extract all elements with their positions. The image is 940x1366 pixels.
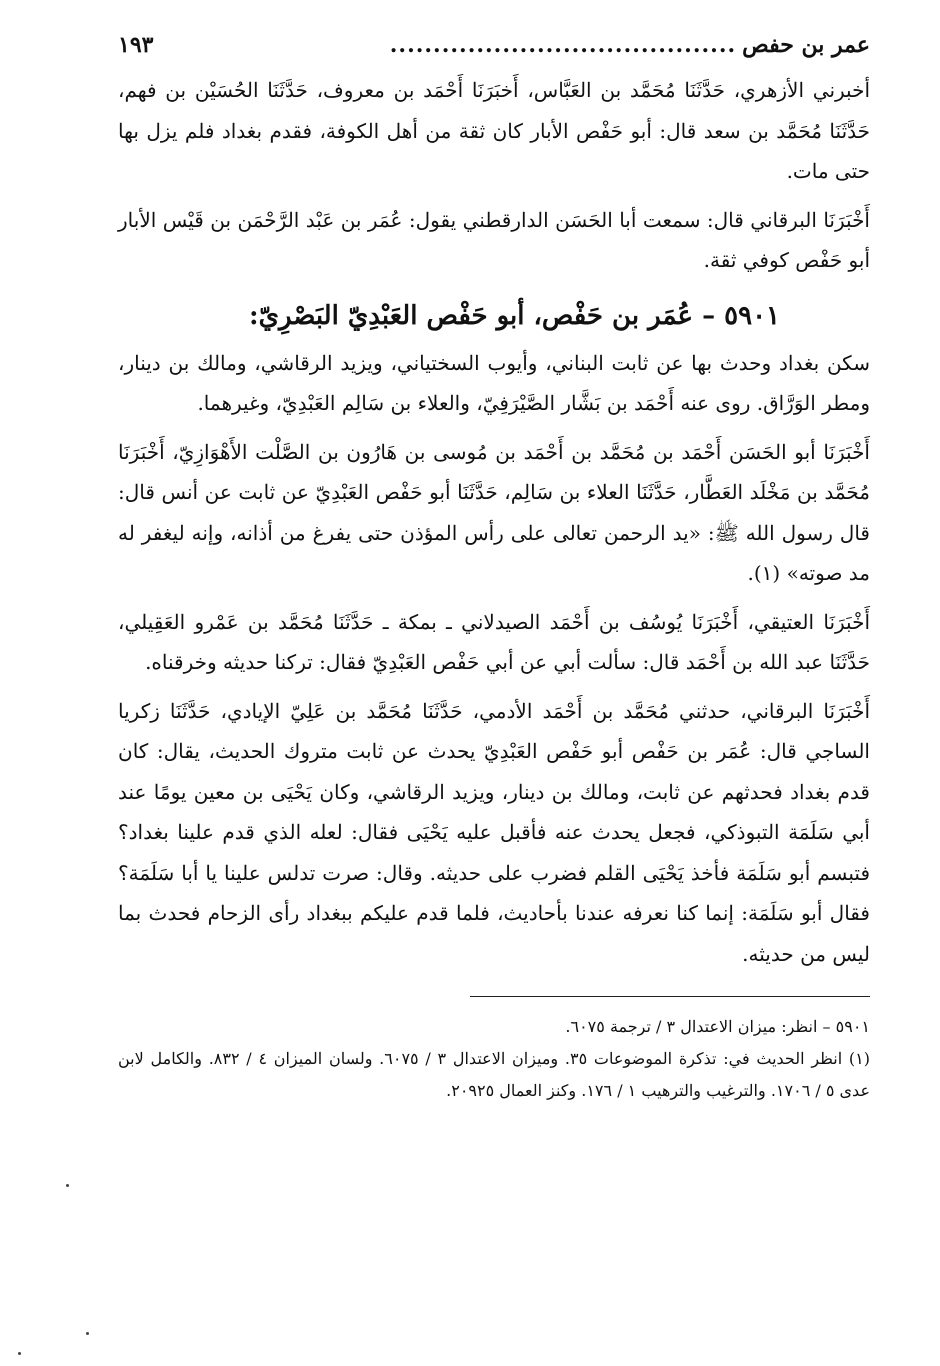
scan-speck [86, 1332, 89, 1335]
header-title: عمر بن حفص [742, 32, 870, 58]
footnote-separator [470, 996, 870, 997]
paragraph-azhari-chain: أخبرني الأزهري، حَدَّثَنَا مُحَمَّد بن العَبَّاس، أَخبَرَنَا أَحْمَد بن معروف، حَدَّثَنَا الحُسَيْن بن فهم، حَدَّثَنَا مُحَمَّد بن سعد قال: أبو حَفْص الأبار كان ثقة من أهل الكوفة، فقدم بغداد فلم يزل بها حتى مات. [118, 78, 870, 183]
header-leader-dots: ........................................ [389, 32, 737, 58]
footnote-hadith-sources: (١) انظر الحديث في: تذكرة الموضوعات ٣٥. وميزان الاعتدال ٣ / ٦٠٧٥. ولسان الميزان ٤ / ٨٣٢. والكامل لابن عدى ٥ / ١٧٠٦. والترغيب والترهيب ١ / ١٧٦. وكنز العمال ٢٠٩٢٥. [118, 1049, 870, 1100]
entry-heading [118, 291, 870, 341]
book-page [118, 28, 870, 1107]
running-header [118, 28, 870, 62]
paragraph-saji-report: أَخْبَرَنَا البرقاني، حدثني مُحَمَّد بن أَحْمَد الأدمي، حَدَّثَنَا مُحَمَّد بن عَلِيّ الإيادي، حَدَّثَنَا زكريا الساجي قال: عُمَر بن حَفْص أبو حَفْص العَبْدِيّ يحدث عن ثابت متروك الحديث، يقال: كان قدم بغداد فحدثهم عن ثابت، ومالك بن دينار، ويزيد الرقاشي، وكان يَحْيَى بن معين يومًا عند أبي سَلَمَة التبوذكي، فجعل يحدث عنه فأقبل عليه يَحْيَى فقال: لعله الذي قدم علينا بغداد؟ فتبسم أبو سَلَمَة فأخذ يَحْيَى القلم فضرب على حديثه. وقال: صرت تدلس علينا يا أبا سَلَمَة؟ فقال أبو سَلَمَة: إنما كنا نعرفه عندنا بأحاديث، فلما قدم عليكم ببغداد رأى الزحام فحدث بما ليس من حديثه. [118, 698, 870, 966]
entry-heading-text: ٥٩٠١ – عُمَر بن حَفْص، أبو حَفْص العَبْدِيّ البَصْرِيّ: [249, 300, 780, 331]
paragraph-ahmad-opinion: أَخْبَرَنَا العتيقي، أَخْبَرَنَا يُوسُف بن أَحْمَد الصيدلاني ـ بمكة ـ حَدَّثَنَا مُحَمَّد بن عَمْرو العَقِيلي، حَدَّثَنَا عبد الله بن أَحْمَد قال: سألت أبي عن أبي حَفْص العَبْدِيّ فقال: تركنا حديثه وخرقناه. [118, 609, 870, 674]
scan-speck [66, 1184, 69, 1187]
page-number: ١٩٣ [118, 32, 154, 58]
footnotes [118, 1011, 870, 1107]
paragraph-biography: سكن بغداد وحدث بها عن ثابت البناني، وأيوب السختياني، ويزيد الرقاشي، ومالك بن دينار، ومطر الوَرَّاق. روى عنه أَحْمَد بن بَشَّار الصَّيْرَفِيّ، والعلاء بن سَالِم العَبْدِيّ، وغيرهما. [118, 350, 870, 415]
paragraph-hadith-chain: أَخْبَرَنَا أبو الحَسَن أَحْمَد بن مُحَمَّد بن أَحْمَد بن مُوسى بن هَارُون بن الصَّلْت الأَهْوَازِيّ، أَخْبَرَنَا مُحَمَّد بن مَخْلَد العَطَّار، حَدَّثَنَا العلاء بن سَالِم، حَدَّثَنَا أبو حَفْص العَبْدِيّ عن ثابت عن أنس قال: قال رسول الله ﷺ: «يد الرحمن تعالى على رأس المؤذن حتى يفرغ من أذانه، وإنه ليغفر له مد صوته» (١). [118, 439, 870, 585]
scan-speck [18, 1352, 21, 1355]
paragraph-daraqutni-quote: أَخْبَرَنَا البرقاني قال: سمعت أبا الحَسَن الدارقطني يقول: عُمَر بن عَبْد الرَّحْمَن بن قَيْس الأبار أبو حَفْص كوفي ثقة. [118, 207, 870, 272]
footnote-entry-reference: ٥٩٠١ – انظر: ميزان الاعتدال ٣ / ترجمة ٦٠٧٥. [565, 1017, 870, 1036]
